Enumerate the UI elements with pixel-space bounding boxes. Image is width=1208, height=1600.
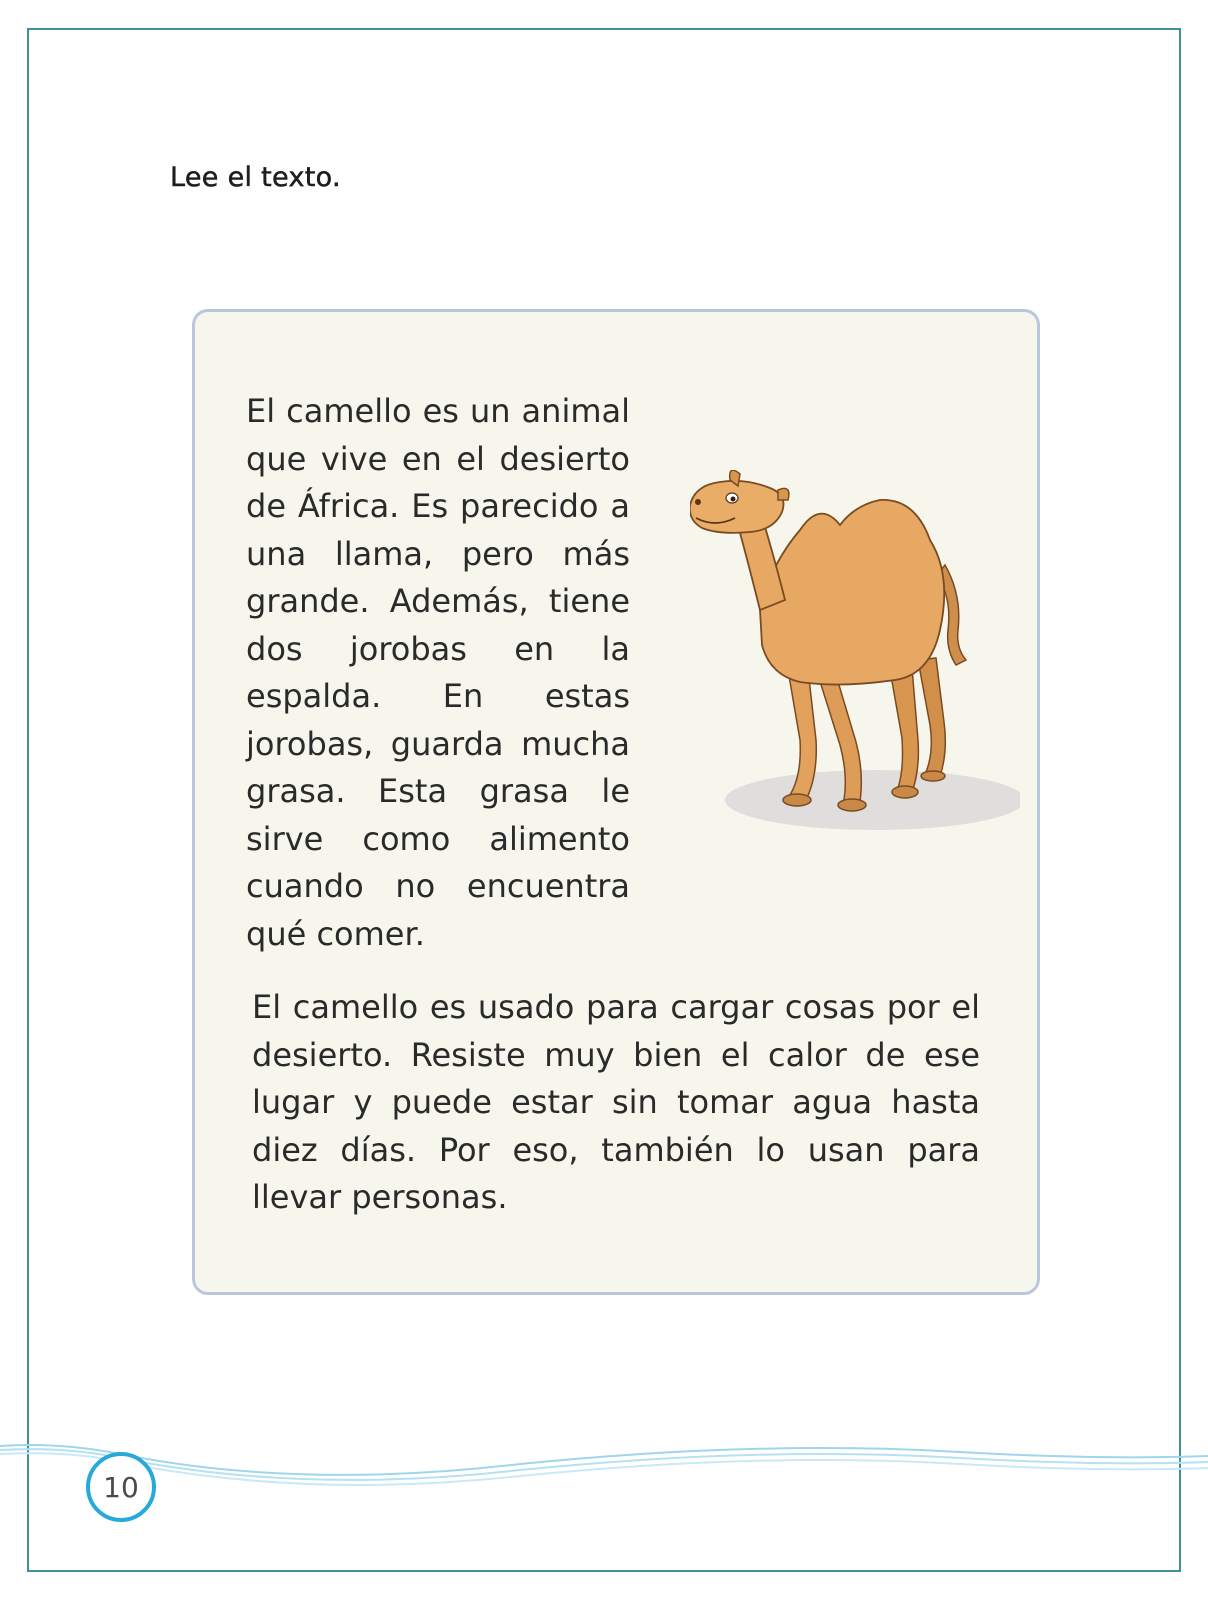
camel-body <box>760 500 944 685</box>
page-number: 10 <box>103 1470 139 1504</box>
camel-nostril <box>695 499 701 505</box>
camel-hoof <box>783 794 811 806</box>
decorative-wave <box>0 1440 1208 1520</box>
camel-hoof <box>921 771 945 781</box>
camel-hoof <box>892 786 918 798</box>
instruction-heading: Lee el texto. <box>170 162 341 193</box>
camel-hoof <box>838 799 866 811</box>
reading-paragraph-1: El camello es un animal que vive en el desierto de África. Es parecido a una llama, pero más grande. Además, tiene dos jorobas en la espalda. En estas jorobas, guarda mucha grasa. Esta grasa le sirve como alimento cuando no encuentra qué comer. <box>246 392 630 953</box>
page-number-badge <box>86 1452 156 1522</box>
camel-ear <box>778 488 789 500</box>
camel-shadow <box>725 770 1020 830</box>
camel-back-leg-right <box>918 658 945 776</box>
camel-head <box>690 481 784 533</box>
camel-illustration <box>690 470 1020 870</box>
reading-paragraph-2: El camello es usado para cargar cosas por el desierto. Resiste muy bien el calor de ese lugar y puede estar sin tomar agua hasta diez días. Por eso, también lo usan para llevar personas. <box>252 988 980 1216</box>
